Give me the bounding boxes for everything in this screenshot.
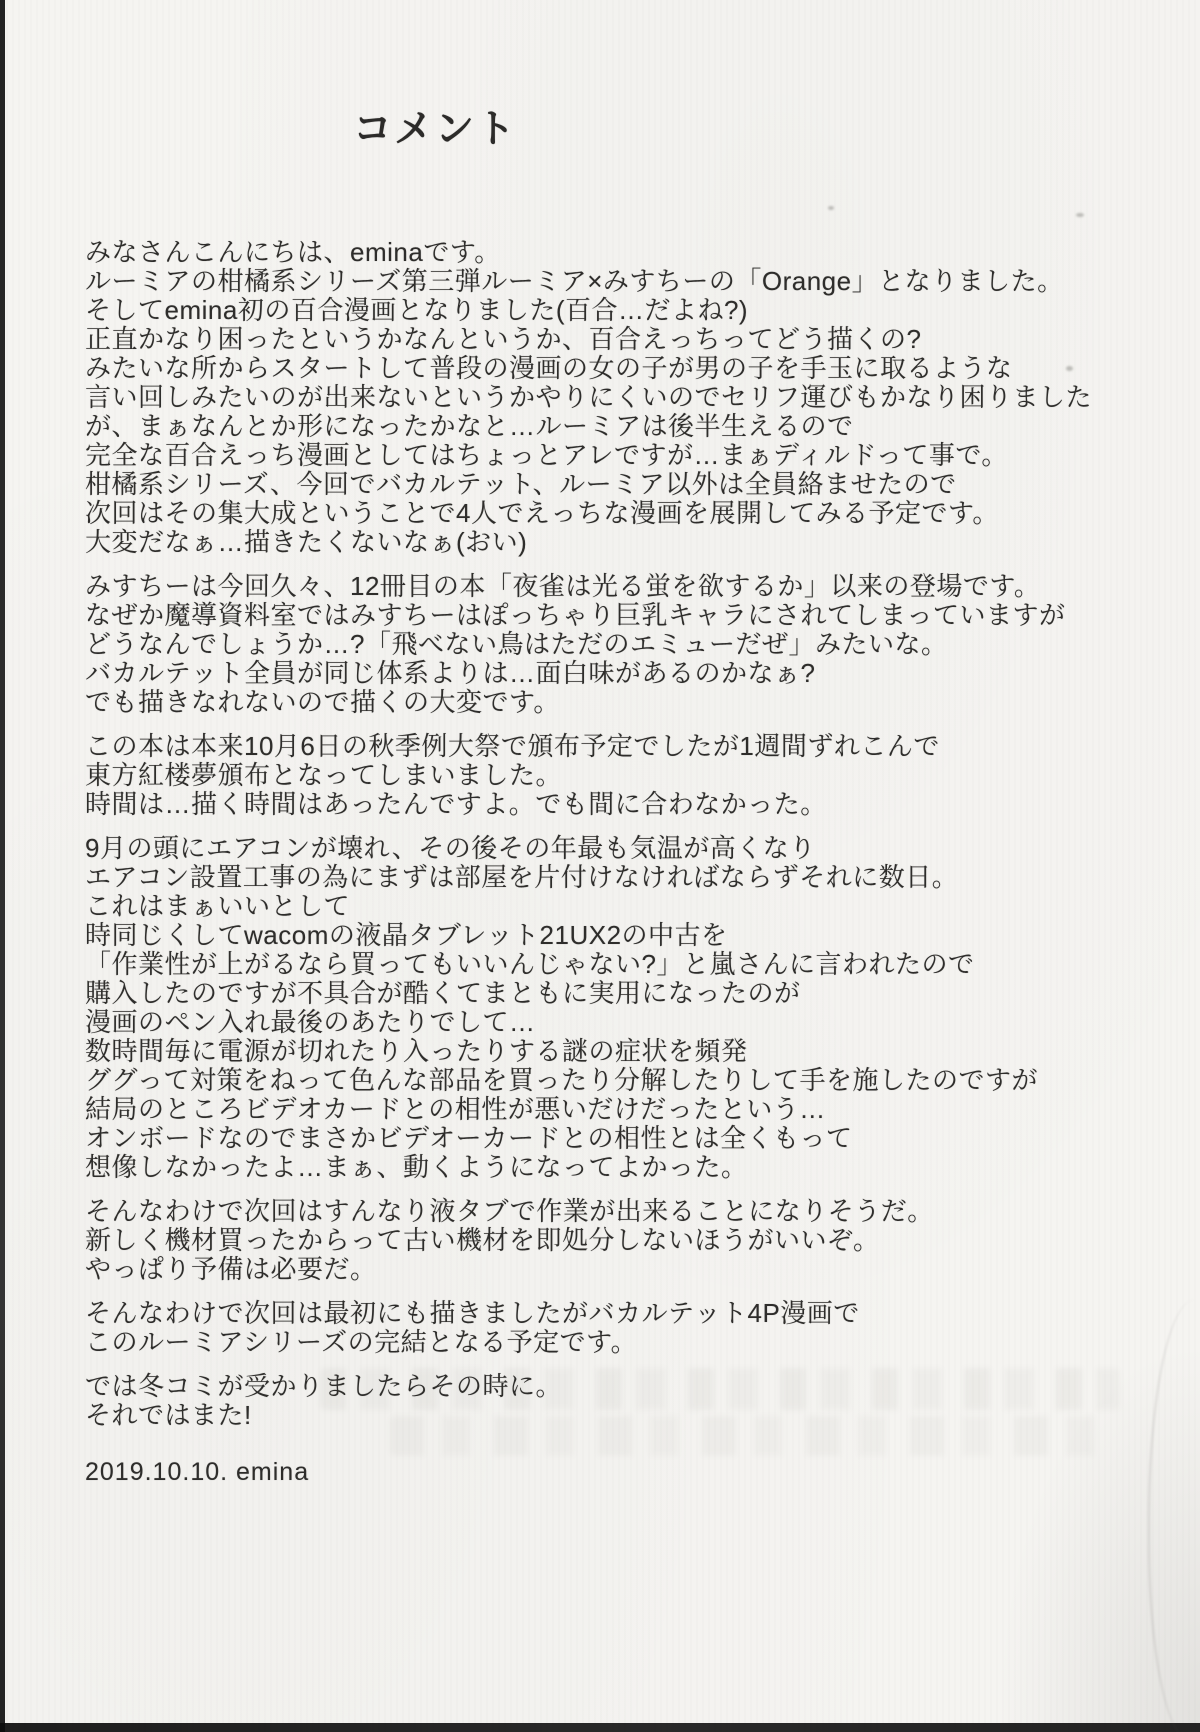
- page-title: コメント: [352, 108, 517, 151]
- text-line: そしてemina初の百合漫画となりました(百合…だよね?): [85, 295, 749, 325]
- text-line: オンボードなのでまさかビデオーカードとの相性とは全くもって: [85, 1123, 853, 1153]
- text-line: 新しく機材買ったからって古い機材を即処分しないほうがいいぞ。: [85, 1225, 880, 1255]
- scan-speck: [1076, 213, 1084, 217]
- paragraph-greeting: [85, 238, 1115, 557]
- text-line: では冬コミが受かりましたらその時に。: [85, 1371, 563, 1401]
- text-line: エアコン設置工事の為にまずは部屋を片付けなければならずそれに数日。: [85, 862, 959, 892]
- text-line: バカルテット全員が同じ体系よりは…面白味があるのかなぁ?: [85, 658, 816, 688]
- text-line: みなさんこんにちは、eminaです。: [85, 237, 501, 267]
- text-line: そんなわけで次回はすんなり液タブで作業が出来ることになりそうだ。: [85, 1196, 934, 1226]
- text-line: なぜか魔導資料室ではみすちーはぽっちゃり巨乳キャラにされてしまっていますが: [85, 600, 1066, 630]
- text-line: 言い回しみたいのが出来ないというかやりにくいのでセリフ運びもかなり困りました: [85, 382, 1093, 412]
- text-line: それではまた!: [85, 1400, 252, 1430]
- text-line: 結局のところビデオカードとの相性が悪いだけだったという…: [85, 1094, 826, 1124]
- paragraph-next-work-tablet: [85, 1197, 1115, 1284]
- scan-edge-bottom: [0, 1723, 1200, 1732]
- paragraph-event-delay: [85, 732, 1115, 819]
- text-line: 想像しなかったよ…まぁ、動くようになってよかった。: [85, 1152, 748, 1182]
- scan-speck: [828, 206, 834, 210]
- text-line: 時間は…描く時間はあったんですよ。でも間に合わなかった。: [85, 789, 827, 819]
- text-line: が、まぁなんとか形になったかなと…ルーミアは後半生えるので: [85, 411, 854, 441]
- text-line: この本は本来10月6日の秋季例大祭で頒布予定でしたが1週間ずれこんで: [85, 731, 940, 761]
- text-line: このルーミアシリーズの完結となる予定です。: [85, 1327, 638, 1357]
- text-line: 次回はその集大成ということで4人でえっちな漫画を展開してみる予定です。: [85, 498, 999, 528]
- paragraph-equipment-trouble: [85, 834, 1115, 1182]
- scan-edge-left: [0, 0, 5, 1732]
- text-line: 数時間毎に電源が切れたり入ったりする謎の症状を頻発: [85, 1036, 748, 1066]
- text-line: 購入したのですが不具合が酷くてまともに実用になったのが: [85, 978, 801, 1008]
- text-line: これはまぁいいとして: [85, 891, 351, 921]
- text-line: 9月の頭にエアコンが壊れ、その後その年最も気温が高くなり: [85, 833, 816, 863]
- comment-body: [85, 238, 1115, 1487]
- text-line: 漫画のペン入れ最後のあたりでして…: [85, 1007, 536, 1037]
- signature-date: 2019.10.10. emina: [85, 1458, 310, 1486]
- text-line: みたいな所からスタートして普段の漫画の女の子が男の子を手玉に取るような: [85, 353, 1013, 383]
- paragraph-next-work-series: [85, 1299, 1115, 1357]
- text-line: そんなわけで次回は最初にも描きましたがバカルテット4P漫画で: [85, 1298, 860, 1328]
- text-line: ルーミアの柑橘系シリーズ第三弾ルーミア×みすちーの「Orange」となりました。: [85, 266, 1064, 296]
- text-line: ググって対策をねって色んな部品を買ったり分解したりして手を施したのですが: [85, 1065, 1038, 1095]
- text-line: どうなんでしょうか…?「飛べない鳥はただのエミューだぜ」みたいな。: [85, 629, 948, 659]
- text-line: 「作業性が上がるなら買ってもいいんじゃない?」と嵐さんに言われたので: [85, 949, 975, 979]
- text-line: 時同じくしてwacomの液晶タブレット21UX2の中古を: [85, 920, 728, 950]
- text-line: 正直かなり困ったというかなんというか、百合えっちってどう描くの?: [85, 324, 922, 354]
- text-line: みすちーは今回久々、12冊目の本「夜雀は光る蛍を欲するか」以来の登場です。: [85, 571, 1041, 601]
- text-line: 東方紅楼夢頒布となってしまいました。: [85, 760, 563, 790]
- paragraph-mystia: [85, 572, 1115, 717]
- paragraph-farewell: [85, 1372, 1115, 1430]
- text-line: 柑橘系シリーズ、今回でバカルテット、ルーミア以外は全員絡ませたので: [85, 469, 957, 499]
- text-line: やっぱり予備は必要だ。: [85, 1254, 377, 1284]
- text-line: 完全な百合えっち漫画としてはちょっとアレですが…まぁディルドって事で。: [85, 440, 1008, 470]
- text-line: でも描きなれないので描くの大変です。: [85, 687, 560, 717]
- page-curl-line: [1148, 1300, 1200, 1732]
- text-line: 大変だなぁ…描きたくないなぁ(おい): [85, 527, 528, 557]
